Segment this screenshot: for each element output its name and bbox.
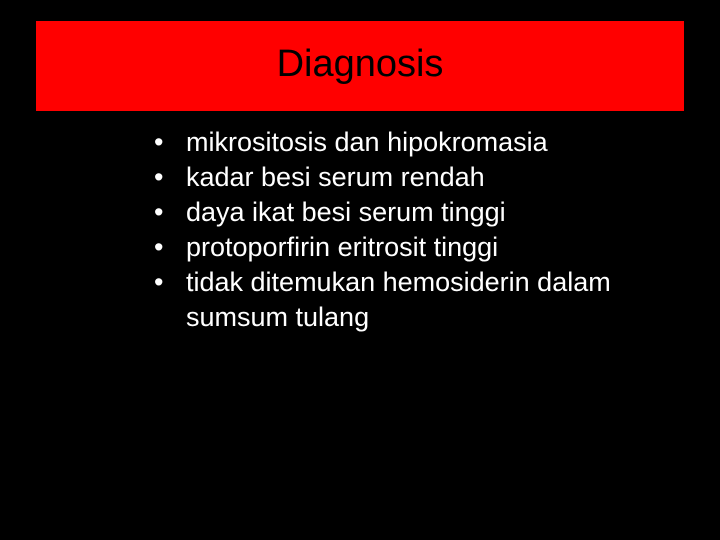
- bullet-item: [154, 160, 704, 195]
- bullet-icon: •: [154, 232, 164, 262]
- bullet-icon: •: [154, 267, 164, 297]
- bullet-text: mikrositosis dan hipokromasia: [186, 127, 548, 157]
- bullet-text: tidak ditemukan hemosiderin dalam sumsum tulang: [186, 267, 611, 332]
- bullet-icon: •: [154, 127, 164, 157]
- bullet-item: [154, 265, 704, 335]
- bullet-icon: •: [154, 162, 164, 192]
- bullet-list: [154, 125, 704, 335]
- title-banner: [36, 21, 684, 111]
- bullet-text: daya ikat besi serum tinggi: [186, 197, 506, 227]
- bullet-item: [154, 125, 704, 160]
- bullet-item: [154, 195, 704, 230]
- slide-title: Diagnosis: [276, 43, 444, 85]
- bullet-item: [154, 230, 704, 265]
- bullet-icon: •: [154, 197, 164, 227]
- bullet-text: protoporfirin eritrosit tinggi: [186, 232, 499, 262]
- bullet-text: kadar besi serum rendah: [186, 162, 485, 192]
